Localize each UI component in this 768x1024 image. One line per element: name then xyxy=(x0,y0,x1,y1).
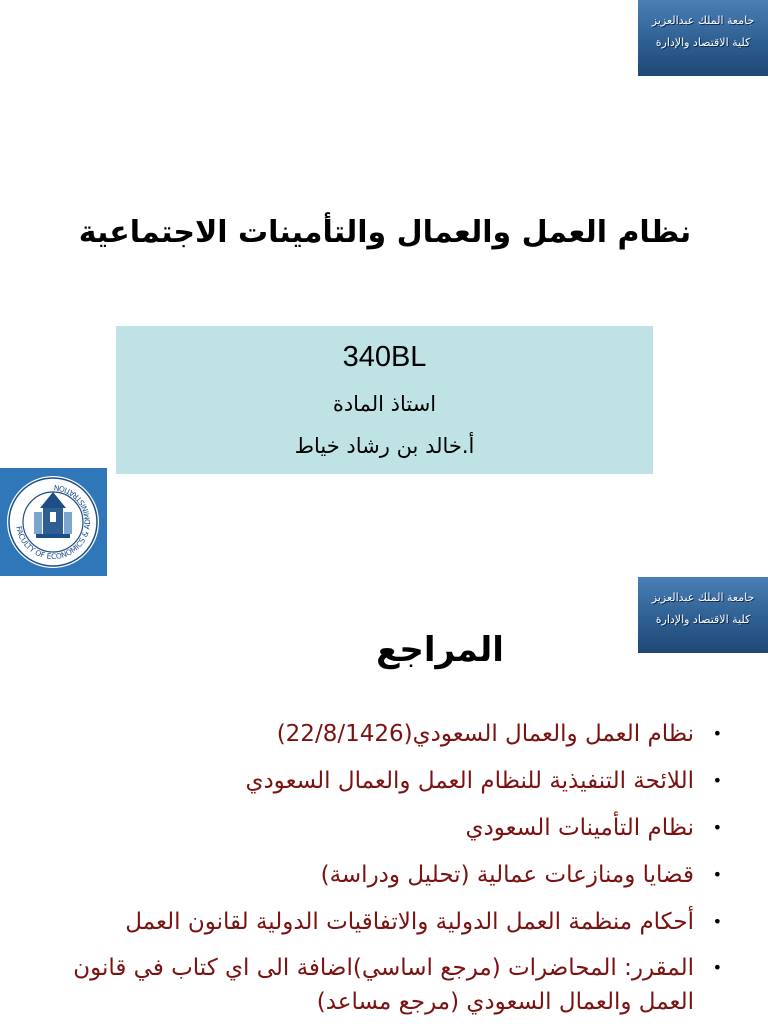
course-code: 340BL xyxy=(342,341,427,373)
faculty-name: كلية الاقتصاد والإدارة xyxy=(655,36,751,49)
university-name: جامعة الملك عبدالعزيز xyxy=(651,14,755,27)
bullet-icon: • xyxy=(712,958,722,977)
list-item xyxy=(40,904,728,940)
reference-text: أحكام منظمة العمل الدولية والاتفاقيات الدولية لقانون العمل xyxy=(125,909,694,935)
bullet-icon: • xyxy=(712,724,722,743)
faculty-seal-icon xyxy=(0,468,107,576)
course-title: نظام العمل والعمال والتأمينات الاجتماعية xyxy=(78,215,692,250)
list-item xyxy=(40,716,728,752)
reference-text: المقرر: المحاضرات (مرجع اساسي)اضافة الى اي كتاب في قانون العمل والعمال السعودي (مرجع مساعد) xyxy=(73,955,694,1015)
course-info-box xyxy=(116,326,653,474)
faculty-name: كلية الاقتصاد والإدارة xyxy=(655,613,751,626)
references-title: المراجع xyxy=(376,630,504,670)
list-item xyxy=(40,763,728,799)
reference-text: اللائحة التنفيذية للنظام العمل والعمال السعودي xyxy=(245,768,694,794)
bullet-icon: • xyxy=(712,865,722,884)
university-badge xyxy=(638,0,768,76)
instructor-name: أ.خالد بن رشاد خياط xyxy=(294,434,475,458)
slide-references xyxy=(0,576,768,1024)
university-badge xyxy=(638,577,768,653)
bullet-icon: • xyxy=(712,912,722,931)
instructor-label: استاذ المادة xyxy=(332,392,437,416)
bullet-icon: • xyxy=(712,771,722,790)
reference-text: قضايا ومنازعات عمالية (تحليل ودراسة) xyxy=(320,862,694,888)
reference-text: نظام العمل والعمال السعودي(22/8/1426) xyxy=(276,721,694,747)
list-item xyxy=(40,810,728,846)
bullet-icon: • xyxy=(712,818,722,837)
reference-text: نظام التأمينات السعودي xyxy=(465,815,694,841)
university-name: جامعة الملك عبدالعزيز xyxy=(651,591,755,604)
faculty-seal-text: FACULTY OF ECONOMICS & ADMINISTRATION xyxy=(14,482,93,562)
list-item xyxy=(40,951,728,1019)
list-item xyxy=(40,857,728,893)
references-list xyxy=(40,716,728,1024)
